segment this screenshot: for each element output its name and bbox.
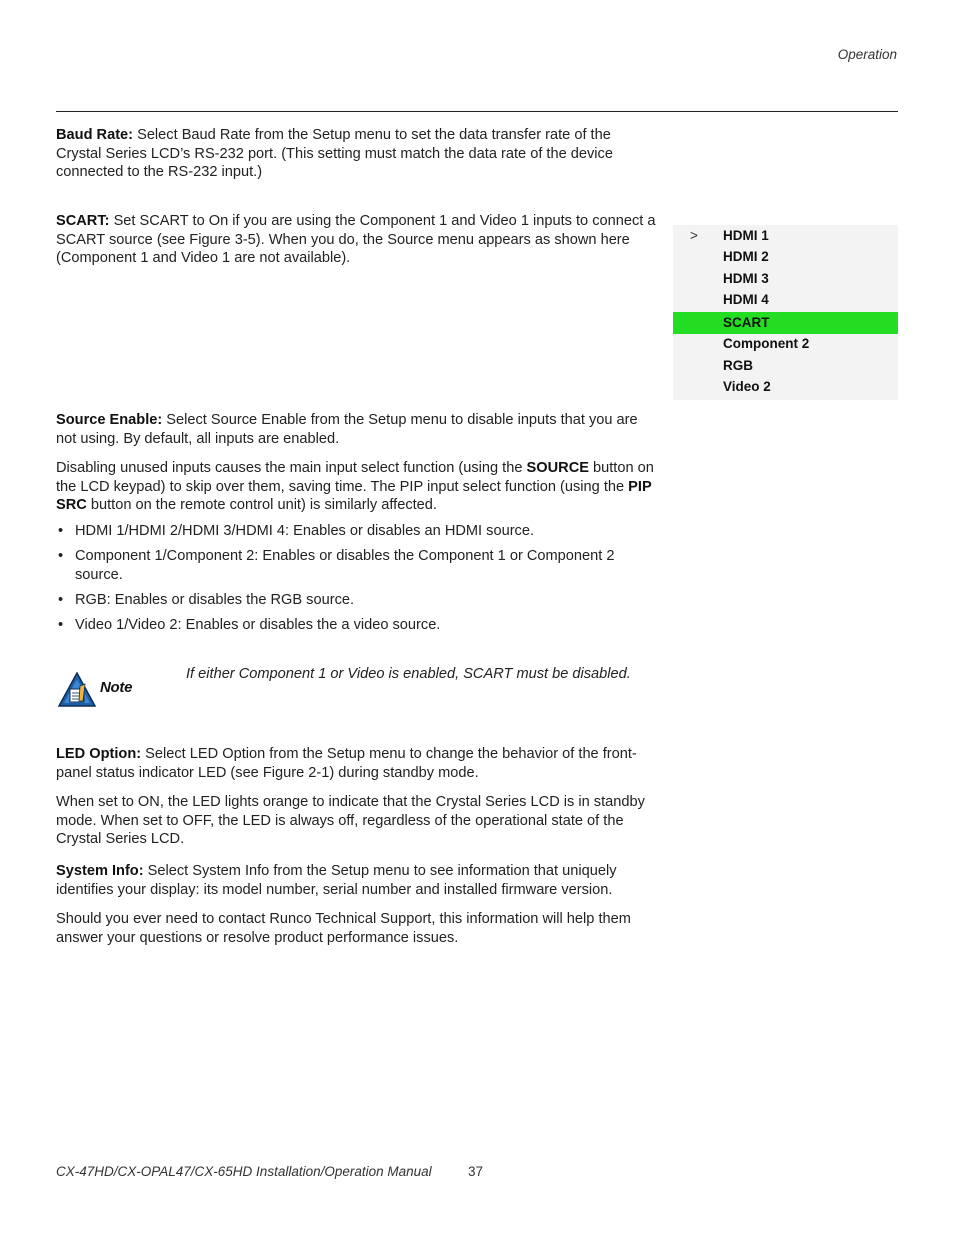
menu-item-label: HDMI 2 <box>723 249 769 264</box>
led-state-paragraph <box>56 793 656 849</box>
led-option-label: LED Option: <box>56 746 142 762</box>
disabling-inputs-paragraph <box>56 459 656 515</box>
baud-rate-label: Baud Rate: <box>56 127 134 143</box>
scart-label: SCART: <box>56 213 110 229</box>
note-text: If either Component 1 or Video is enabled, SCART must be disabled. <box>186 666 631 682</box>
menu-item-label: Component 2 <box>723 336 810 351</box>
menu-item-label: HDMI 3 <box>723 271 769 286</box>
source-enable-label: Source Enable: <box>56 412 163 428</box>
source-enable-text: Select Source Enable from the Setup menu to disable inputs that you are not using. By default, all inputs are enabled. <box>56 412 638 447</box>
source-menu <box>673 225 898 400</box>
menu-item-rgb <box>673 355 898 377</box>
list-item: • RGB: Enables or disables the RGB source. <box>56 591 656 610</box>
pip-src-button-name: PIP SRC <box>56 478 652 514</box>
menu-item-component2 <box>673 333 898 355</box>
led-option-text: Select LED Option from the Setup menu to change the behavior of the front-panel status indicator LED (see Figure 2-1) during standby mode. <box>56 746 637 781</box>
header-rule <box>56 111 898 112</box>
running-header: Operation <box>837 47 897 62</box>
scart-text: Set SCART to On if you are using the Component 1 and Video 1 inputs to connect a SCART source (see Figure 3-5). When you do, the Source menu appears as shown here (Component 1 and Video 1 are not available). <box>56 213 656 267</box>
menu-item-label: SCART <box>723 315 770 330</box>
system-info-label: System Info: <box>56 863 144 879</box>
menu-item-hdmi3 <box>673 268 898 290</box>
menu-item-scart <box>673 312 898 334</box>
baud-rate-paragraph <box>56 126 656 182</box>
menu-item-label: HDMI 1 <box>723 228 769 243</box>
source-button-name: SOURCE <box>526 460 589 476</box>
system-info-text: Select System Info from the Setup menu to see information that uniquely identifies your display: its model number, serial number and installed firmware version. <box>56 863 617 898</box>
support-text: Should you ever need to contact Runco Technical Support, this information will help them answer your questions or resolve product performance issues. <box>56 911 631 946</box>
text-run: button on the LCD keypad) to skip over them, saving time. The PIP input select function (using the <box>56 460 654 495</box>
menu-item-video2 <box>673 376 898 398</box>
source-enable-paragraph <box>56 411 656 448</box>
menu-item-label: HDMI 4 <box>723 292 769 307</box>
led-option-paragraph <box>56 745 656 782</box>
list-item: • Video 1/Video 2: Enables or disables the a video source. <box>56 616 656 635</box>
footer-manual-title: CX-47HD/CX-OPAL47/CX-65HD Installation/Operation Manual <box>56 1164 432 1179</box>
menu-item-hdmi1 <box>673 225 898 247</box>
baud-rate-text: Select Baud Rate from the Setup menu to set the data transfer rate of the Crystal Series LCD’s RS-232 port. (This setting must match the data rate of the device connected to the RS-232 input.) <box>56 127 613 181</box>
list-item: • HDMI 1/HDMI 2/HDMI 3/HDMI 4: Enables or disables an HDMI source. <box>56 522 656 541</box>
led-state-text: When set to ON, the LED lights orange to indicate that the Crystal Series LCD is in standby mode. When set to OFF, the LED is always off, regardless of the operational state of the Crystal Series LCD. <box>56 794 645 848</box>
source-bullet-list <box>56 522 656 641</box>
text-run: Disabling unused inputs causes the main input select function (using the <box>56 460 527 476</box>
scart-paragraph <box>56 212 656 268</box>
text-run: button on the remote control unit) is similarly affected. <box>86 497 437 514</box>
menu-cursor: > <box>690 228 698 243</box>
list-item: • Component 1/Component 2: Enables or disables the Component 1 or Component 2 source. <box>56 547 656 584</box>
support-paragraph <box>56 910 656 947</box>
system-info-paragraph <box>56 862 656 899</box>
menu-item-label: Video 2 <box>723 379 771 394</box>
page-number: 37 <box>468 1164 484 1179</box>
note-pencil-icon <box>58 672 96 708</box>
menu-item-label: RGB <box>723 358 753 373</box>
menu-item-hdmi4 <box>673 289 898 311</box>
menu-item-hdmi2 <box>673 246 898 268</box>
note-heading: Note <box>100 679 133 696</box>
